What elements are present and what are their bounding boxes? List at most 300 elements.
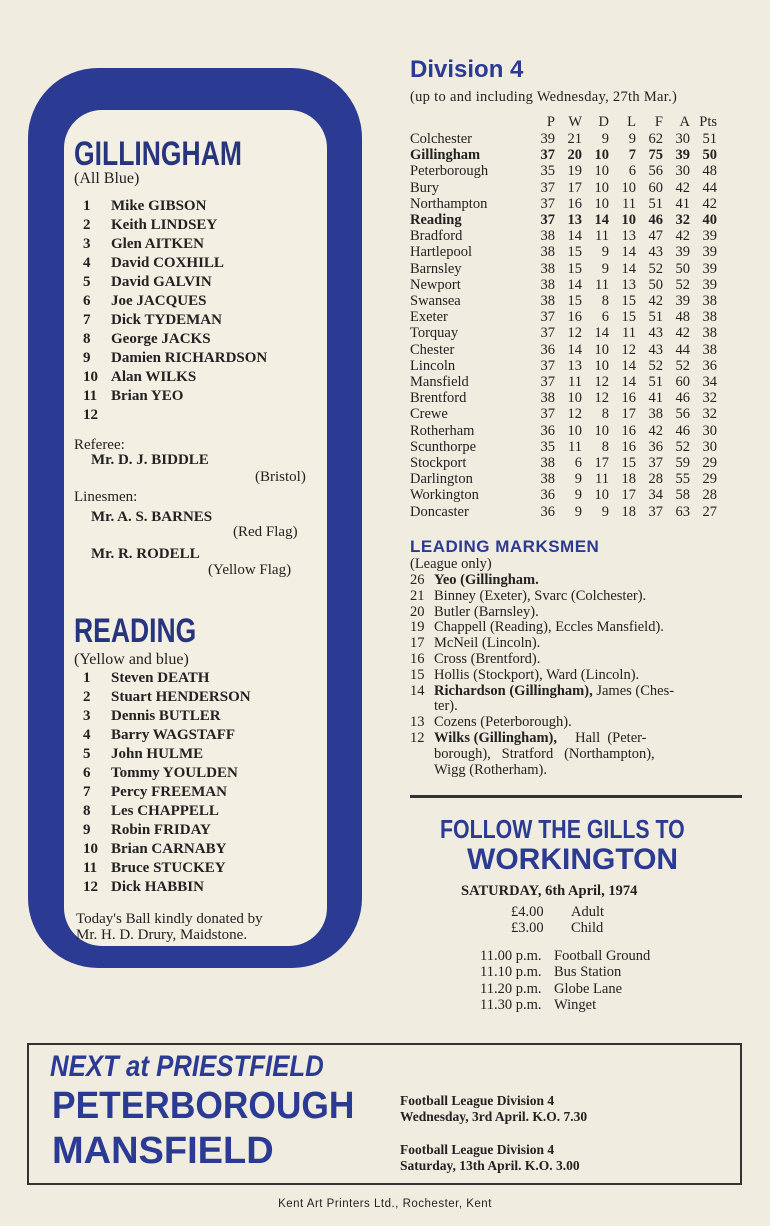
- league-stat-cell: 14: [621, 374, 636, 391]
- player-number: 6: [83, 293, 91, 309]
- league-stat-cell: 14: [567, 228, 582, 245]
- league-team-name: Workington: [410, 487, 479, 504]
- next-fixture-1-details: [400, 1093, 587, 1125]
- league-row: [410, 358, 717, 374]
- player-number: 4: [83, 255, 91, 271]
- league-table-wrap: [410, 113, 717, 520]
- away-player-row: [83, 878, 251, 897]
- league-team-name: Bury: [410, 179, 439, 196]
- linesman1-name: Mr. A. S. BARNES: [91, 509, 213, 525]
- league-row: [410, 423, 717, 439]
- league-stat-cell: 37: [540, 179, 555, 196]
- linesman2-name: Mr. R. RODELL: [91, 546, 200, 562]
- league-stat-cell: 38: [540, 228, 555, 245]
- league-stat-cell: 37: [648, 455, 663, 472]
- league-stat-cell: 51: [702, 131, 717, 147]
- league-stat-cell: 36: [702, 357, 717, 374]
- next-fixture-1-team: PETERBOROUGH: [52, 1085, 355, 1127]
- league-row: [410, 196, 717, 212]
- player-name: Joe JACQUES: [111, 293, 207, 309]
- officials: [74, 437, 306, 579]
- marksman-text: borough), Stratford (Northampton),: [434, 745, 655, 762]
- marksman-text: Butler (Barnsley).: [434, 603, 539, 620]
- player-name: Percy FREEMAN: [111, 784, 227, 800]
- marksman-line: [410, 747, 674, 763]
- league-stat-cell: 37: [540, 147, 555, 164]
- player-number: 9: [83, 350, 91, 366]
- league-stat-cell: 14: [567, 341, 582, 358]
- pickup-row: [480, 981, 650, 997]
- player-number: 11: [83, 388, 98, 404]
- league-stat-cell: 51: [648, 374, 663, 391]
- away-player-row: [83, 821, 251, 840]
- league-stat-cell: 34: [648, 487, 663, 504]
- marksman-line: [410, 589, 674, 605]
- marksman-line: [410, 715, 674, 731]
- league-team-name: Rotherham: [410, 422, 475, 439]
- league-team-name: Brentford: [410, 390, 467, 407]
- player-name: Keith LINDSEY: [111, 217, 218, 233]
- marksman-line: [410, 605, 674, 621]
- league-stat-cell: 39: [540, 131, 555, 147]
- league-stat-cell: 10: [594, 422, 609, 439]
- player-name: George JACKS: [111, 331, 211, 347]
- league-stat-cell: 52: [675, 276, 690, 293]
- home-player-row: [83, 292, 289, 311]
- league-stat-cell: 21: [567, 131, 582, 147]
- next-title: NEXT at PRIESTFIELD: [50, 1050, 324, 1083]
- league-stat-cell: 39: [675, 293, 690, 310]
- league-stat-cell: 58: [675, 487, 690, 504]
- marksman-highlight: Yeo (Gillingham.: [434, 572, 539, 588]
- league-stat-cell: 38: [540, 390, 555, 407]
- league-stat-cell: 32: [702, 406, 717, 423]
- league-stat-cell: 30: [675, 163, 690, 180]
- league-row: [410, 374, 717, 390]
- home-team-name: GILLINGHAM: [74, 135, 242, 173]
- player-name: Les CHAPPELL: [111, 803, 219, 819]
- league-stat-cell: 16: [621, 422, 636, 439]
- league-stat-cell: 15: [567, 293, 582, 310]
- league-stat-cell: 47: [648, 228, 663, 245]
- next-fixture-2-details: [400, 1142, 580, 1174]
- league-stat-cell: 15: [621, 293, 636, 310]
- league-stat-cell: 18: [621, 471, 636, 488]
- league-header-cell: P: [546, 113, 555, 130]
- league-row: [410, 293, 717, 309]
- league-header-team: [410, 113, 528, 131]
- player-name: Robin FRIDAY: [111, 822, 211, 838]
- league-row: [410, 504, 717, 520]
- marksmen-title: LEADING MARKSMEN: [410, 537, 600, 556]
- league-stat-cell: 30: [675, 131, 690, 147]
- league-stat-cell: 52: [675, 357, 690, 374]
- player-name: Dennis BUTLER: [111, 708, 221, 724]
- league-stat-cell: 52: [648, 357, 663, 374]
- league-stat-cell: 42: [648, 422, 663, 439]
- goals-count: 13: [410, 714, 425, 731]
- league-stat-cell: 75: [648, 147, 663, 164]
- league-stat-cell: 10: [594, 179, 609, 196]
- home-player-row: [83, 387, 289, 406]
- player-number: 10: [83, 369, 98, 385]
- player-number: 3: [83, 708, 91, 724]
- player-number: 2: [83, 689, 91, 705]
- away-player-row: [83, 726, 251, 745]
- marksman-text: Hollis (Stockport), Ward (Lincoln).: [434, 666, 640, 683]
- league-stat-cell: 50: [648, 276, 663, 293]
- league-stat-cell: 38: [702, 325, 717, 342]
- league-stat-cell: 43: [648, 325, 663, 342]
- league-stat-cell: 14: [594, 325, 609, 342]
- league-team-name: Colchester: [410, 131, 473, 147]
- linesman1-flag: (Red Flag): [233, 524, 298, 540]
- pickup-row: [480, 997, 650, 1013]
- player-number: 12: [83, 407, 98, 423]
- player-name: Tommy YOULDEN: [111, 765, 238, 781]
- referee-name: Mr. D. J. BIDDLE: [91, 452, 209, 468]
- league-stat-cell: 42: [675, 325, 690, 342]
- league-stat-cell: 39: [675, 147, 690, 164]
- league-stat-cell: 35: [540, 438, 555, 455]
- league-stat-cell: 11: [595, 276, 609, 293]
- league-stat-cell: 16: [621, 438, 636, 455]
- player-name: Brian YEO: [111, 388, 184, 404]
- league-stat-cell: 15: [621, 455, 636, 472]
- league-stat-cell: 29: [702, 455, 717, 472]
- league-stat-cell: 11: [595, 471, 609, 488]
- league-team-name: Bradford: [410, 228, 463, 245]
- league-stat-cell: 36: [540, 503, 555, 520]
- price-label: Adult: [571, 904, 605, 920]
- league-row: [410, 277, 717, 293]
- away-player-row: [83, 859, 251, 878]
- league-stat-cell: 38: [540, 471, 555, 488]
- league-stat-cell: 36: [540, 422, 555, 439]
- player-number: 12: [83, 879, 98, 895]
- league-stat-cell: 52: [675, 438, 690, 455]
- league-stat-cell: 62: [648, 131, 663, 147]
- league-stat-cell: 39: [702, 244, 717, 261]
- ball-note-line1: Today's Ball kindly donated by: [76, 911, 263, 927]
- league-stat-cell: 10: [594, 195, 609, 212]
- league-stat-cell: 37: [540, 309, 555, 326]
- pickup-place: Bus Station: [554, 964, 622, 981]
- marksman-line: [410, 620, 674, 636]
- league-team-name: Stockport: [410, 455, 467, 472]
- league-stat-cell: 38: [702, 293, 717, 310]
- league-stat-cell: 34: [702, 374, 717, 391]
- league-team-name: Barnsley: [410, 260, 462, 277]
- pickup-row: [480, 964, 650, 980]
- league-row: [410, 342, 717, 358]
- league-row: [410, 244, 717, 260]
- league-row: [410, 261, 717, 277]
- league-stat-cell: 13: [621, 228, 636, 245]
- away-player-row: [83, 745, 251, 764]
- goals-count: 17: [410, 635, 425, 652]
- league-stat-cell: 28: [702, 487, 717, 504]
- next-fixture-2-when: Saturday, 13th April. K.O. 3.00: [400, 1158, 580, 1173]
- player-number: 7: [83, 784, 91, 800]
- marksman-line: [410, 636, 674, 652]
- marksman-text: McNeil (Lincoln).: [434, 635, 541, 652]
- player-number: 8: [83, 331, 91, 347]
- league-stat-cell: 9: [601, 503, 609, 520]
- marksman-line: [410, 684, 674, 700]
- league-stat-cell: 38: [540, 276, 555, 293]
- league-stat-cell: 37: [540, 325, 555, 342]
- league-stat-cell: 36: [540, 487, 555, 504]
- league-stat-cell: 17: [621, 487, 636, 504]
- league-stat-cell: 11: [622, 195, 636, 212]
- league-stat-cell: 10: [594, 357, 609, 374]
- league-team-name: Swansea: [410, 293, 461, 310]
- goals-count: 14: [410, 682, 425, 699]
- league-stat-cell: 15: [567, 244, 582, 261]
- away-player-row: [83, 802, 251, 821]
- pickup-row: [480, 948, 650, 964]
- league-team-name: Exeter: [410, 309, 448, 326]
- price-row: [511, 904, 604, 920]
- price-label: Child: [571, 920, 604, 936]
- goals-count: 16: [410, 650, 425, 667]
- league-stat-cell: 27: [702, 503, 717, 520]
- player-name: Glen AITKEN: [111, 236, 204, 252]
- league-team-name: Crewe: [410, 406, 448, 423]
- marksman-text: Chappell (Reading), Eccles Mansfield).: [434, 619, 664, 636]
- league-stat-cell: 10: [594, 147, 609, 164]
- league-stat-cell: 37: [540, 212, 555, 229]
- follow-destination: WORKINGTON: [467, 843, 679, 876]
- league-team-name: Gillingham: [410, 147, 481, 164]
- linesman2-flag: (Yellow Flag): [208, 562, 292, 578]
- league-table: [410, 113, 717, 520]
- league-stat-cell: 50: [702, 147, 717, 164]
- player-number: 1: [83, 198, 91, 214]
- trip-date: SATURDAY, 6th April, 1974: [461, 883, 638, 899]
- league-team-name: Newport: [410, 276, 461, 293]
- player-name: Stuart HENDERSON: [111, 689, 251, 705]
- league-stat-cell: 9: [574, 471, 582, 488]
- league-header-cell: D: [598, 113, 609, 130]
- marksman-line: [410, 668, 674, 684]
- league-header-cell: L: [627, 113, 636, 130]
- league-stat-cell: 17: [621, 406, 636, 423]
- league-stat-cell: 44: [702, 179, 717, 196]
- player-name: Steven DEATH: [111, 670, 210, 686]
- league-stat-cell: 10: [594, 163, 609, 180]
- trip-pickup-times: [480, 948, 650, 1013]
- home-player-row: [83, 406, 289, 425]
- league-stat-cell: 42: [702, 195, 717, 212]
- league-stat-cell: 41: [675, 195, 690, 212]
- league-row: [410, 390, 717, 406]
- league-stat-cell: 56: [675, 406, 690, 423]
- player-number: 5: [83, 274, 91, 290]
- league-stat-cell: 37: [540, 357, 555, 374]
- player-number: 8: [83, 803, 91, 819]
- goals-count: 15: [410, 666, 425, 683]
- marksman-line: [410, 763, 674, 779]
- league-stat-cell: 60: [675, 374, 690, 391]
- league-team-name: Reading: [410, 212, 462, 229]
- league-stat-cell: 32: [702, 390, 717, 407]
- home-player-row: [83, 254, 289, 273]
- league-stat-cell: 10: [594, 487, 609, 504]
- marksman-highlight: Wilks (Gillingham),: [434, 729, 558, 746]
- pickup-time: 11.10 p.m.: [480, 964, 542, 981]
- league-table-header: [410, 113, 717, 131]
- league-team-name: Chester: [410, 341, 455, 358]
- league-stat-cell: 11: [622, 325, 636, 342]
- league-stat-cell: 29: [702, 471, 717, 488]
- league-stat-cell: 11: [595, 228, 609, 245]
- away-player-row: [83, 764, 251, 783]
- league-stat-cell: 9: [601, 260, 609, 277]
- marksman-text: Hall (Peter-: [557, 729, 647, 746]
- league-team-name: Peterborough: [410, 163, 489, 180]
- follow-headline: FOLLOW THE GILLS TO: [440, 814, 685, 844]
- league-stat-cell: 7: [628, 147, 636, 164]
- player-number: 2: [83, 217, 91, 233]
- league-stat-cell: 40: [702, 212, 717, 229]
- marksman-text: ter).: [434, 698, 458, 715]
- league-stat-cell: 16: [621, 390, 636, 407]
- next-fixture-1-comp: Football League Division 4: [400, 1093, 555, 1108]
- player-name: Bruce STUCKEY: [111, 860, 226, 876]
- league-row: [410, 487, 717, 503]
- league-stat-cell: 63: [675, 503, 690, 520]
- home-team-section: [74, 135, 289, 425]
- home-player-row: [83, 311, 289, 330]
- league-stat-cell: 11: [568, 438, 582, 455]
- home-player-row: [83, 235, 289, 254]
- player-name: Barry WAGSTAFF: [111, 727, 236, 743]
- marksman-text: Binney (Exeter), Svarc (Colchester).: [434, 587, 647, 604]
- league-stat-cell: 38: [540, 244, 555, 261]
- league-team-name: Northampton: [410, 195, 488, 212]
- league-row: [410, 163, 717, 179]
- league-stat-cell: 42: [675, 228, 690, 245]
- away-player-row: [83, 707, 251, 726]
- marksman-text: Cozens (Peterborough).: [434, 714, 572, 731]
- league-stat-cell: 42: [648, 293, 663, 310]
- league-stat-cell: 43: [648, 341, 663, 358]
- league-stat-cell: 37: [540, 406, 555, 423]
- away-player-list: [83, 669, 251, 897]
- marksman-text: Wigg (Rotherham).: [434, 761, 547, 778]
- pickup-time: 11.20 p.m.: [480, 980, 542, 997]
- league-stat-cell: 19: [567, 163, 582, 180]
- league-stat-cell: 37: [648, 503, 663, 520]
- player-name: David GALVIN: [111, 274, 212, 290]
- player-name: Dick HABBIN: [111, 879, 204, 895]
- home-player-row: [83, 197, 289, 216]
- league-stat-cell: 52: [648, 260, 663, 277]
- marksman-text: Cross (Brentford).: [434, 650, 541, 667]
- league-stat-cell: 60: [648, 179, 663, 196]
- league-stat-cell: 14: [621, 244, 636, 261]
- league-stat-cell: 12: [567, 325, 582, 342]
- league-stat-cell: 10: [567, 422, 582, 439]
- league-team-name: Torquay: [410, 325, 459, 342]
- next-fixture-2-comp: Football League Division 4: [400, 1142, 555, 1157]
- league-stat-cell: 37: [540, 195, 555, 212]
- linesmen-label: Linesmen:: [74, 489, 138, 505]
- marksman-text: James (Ches-: [592, 682, 675, 699]
- league-stat-cell: 38: [540, 293, 555, 310]
- referee-town: (Bristol): [255, 469, 306, 485]
- league-stat-cell: 35: [540, 163, 555, 180]
- player-number: 5: [83, 746, 91, 762]
- league-stat-cell: 6: [628, 163, 636, 180]
- ball-note-line2: Mr. H. D. Drury, Maidstone.: [76, 927, 248, 943]
- league-stat-cell: 14: [567, 276, 582, 293]
- home-player-row: [83, 368, 289, 387]
- player-name: Brian CARNABY: [111, 841, 227, 857]
- league-header-cell: A: [679, 113, 690, 130]
- league-stat-cell: 28: [648, 471, 663, 488]
- league-stat-cell: 48: [702, 163, 717, 180]
- away-team-section: [74, 612, 251, 897]
- marksman-line: [410, 573, 674, 589]
- league-stat-cell: 36: [540, 341, 555, 358]
- player-name: Dick TYDEMAN: [111, 312, 222, 328]
- league-stat-cell: 10: [567, 390, 582, 407]
- league-stat-cell: 39: [702, 228, 717, 245]
- league-stat-cell: 14: [594, 212, 609, 229]
- player-number: 1: [83, 670, 91, 686]
- league-row: [410, 212, 717, 228]
- player-number: 3: [83, 236, 91, 252]
- player-number: 9: [83, 822, 91, 838]
- player-number: 6: [83, 765, 91, 781]
- marksman-highlight: Richardson (Gillingham),: [434, 682, 593, 699]
- goals-count: 20: [410, 603, 425, 620]
- league-header-cell: Pts: [699, 113, 717, 130]
- league-stat-cell: 37: [540, 374, 555, 391]
- league-stat-cell: 14: [621, 357, 636, 374]
- league-stat-cell: 38: [702, 341, 717, 358]
- home-player-list: [83, 197, 289, 425]
- league-stat-cell: 41: [648, 390, 663, 407]
- league-team-name: Lincoln: [410, 357, 456, 374]
- league-stat-cell: 48: [675, 309, 690, 326]
- league-stat-cell: 32: [675, 212, 690, 229]
- player-name: Damien RICHARDSON: [111, 350, 268, 366]
- league-stat-cell: 55: [675, 471, 690, 488]
- league-team-name: Mansfield: [410, 374, 469, 391]
- marksmen-list: [410, 573, 674, 778]
- player-name: David COXHILL: [111, 255, 224, 271]
- league-stat-cell: 9: [574, 487, 582, 504]
- league-team-name: Scunthorpe: [410, 438, 477, 455]
- league-stat-cell: 13: [567, 212, 582, 229]
- league-stat-cell: 9: [574, 503, 582, 520]
- league-stat-cell: 6: [574, 455, 582, 472]
- trip-prices: [511, 904, 604, 936]
- league-stat-cell: 12: [567, 406, 582, 423]
- pickup-place: Globe Lane: [554, 980, 623, 997]
- home-player-row: [83, 349, 289, 368]
- pickup-place: Football Ground: [554, 948, 651, 964]
- league-stat-cell: 56: [648, 163, 663, 180]
- league-stat-cell: 51: [648, 309, 663, 326]
- league-stat-cell: 8: [601, 406, 609, 423]
- player-number: 11: [83, 860, 98, 876]
- league-stat-cell: 30: [702, 422, 717, 439]
